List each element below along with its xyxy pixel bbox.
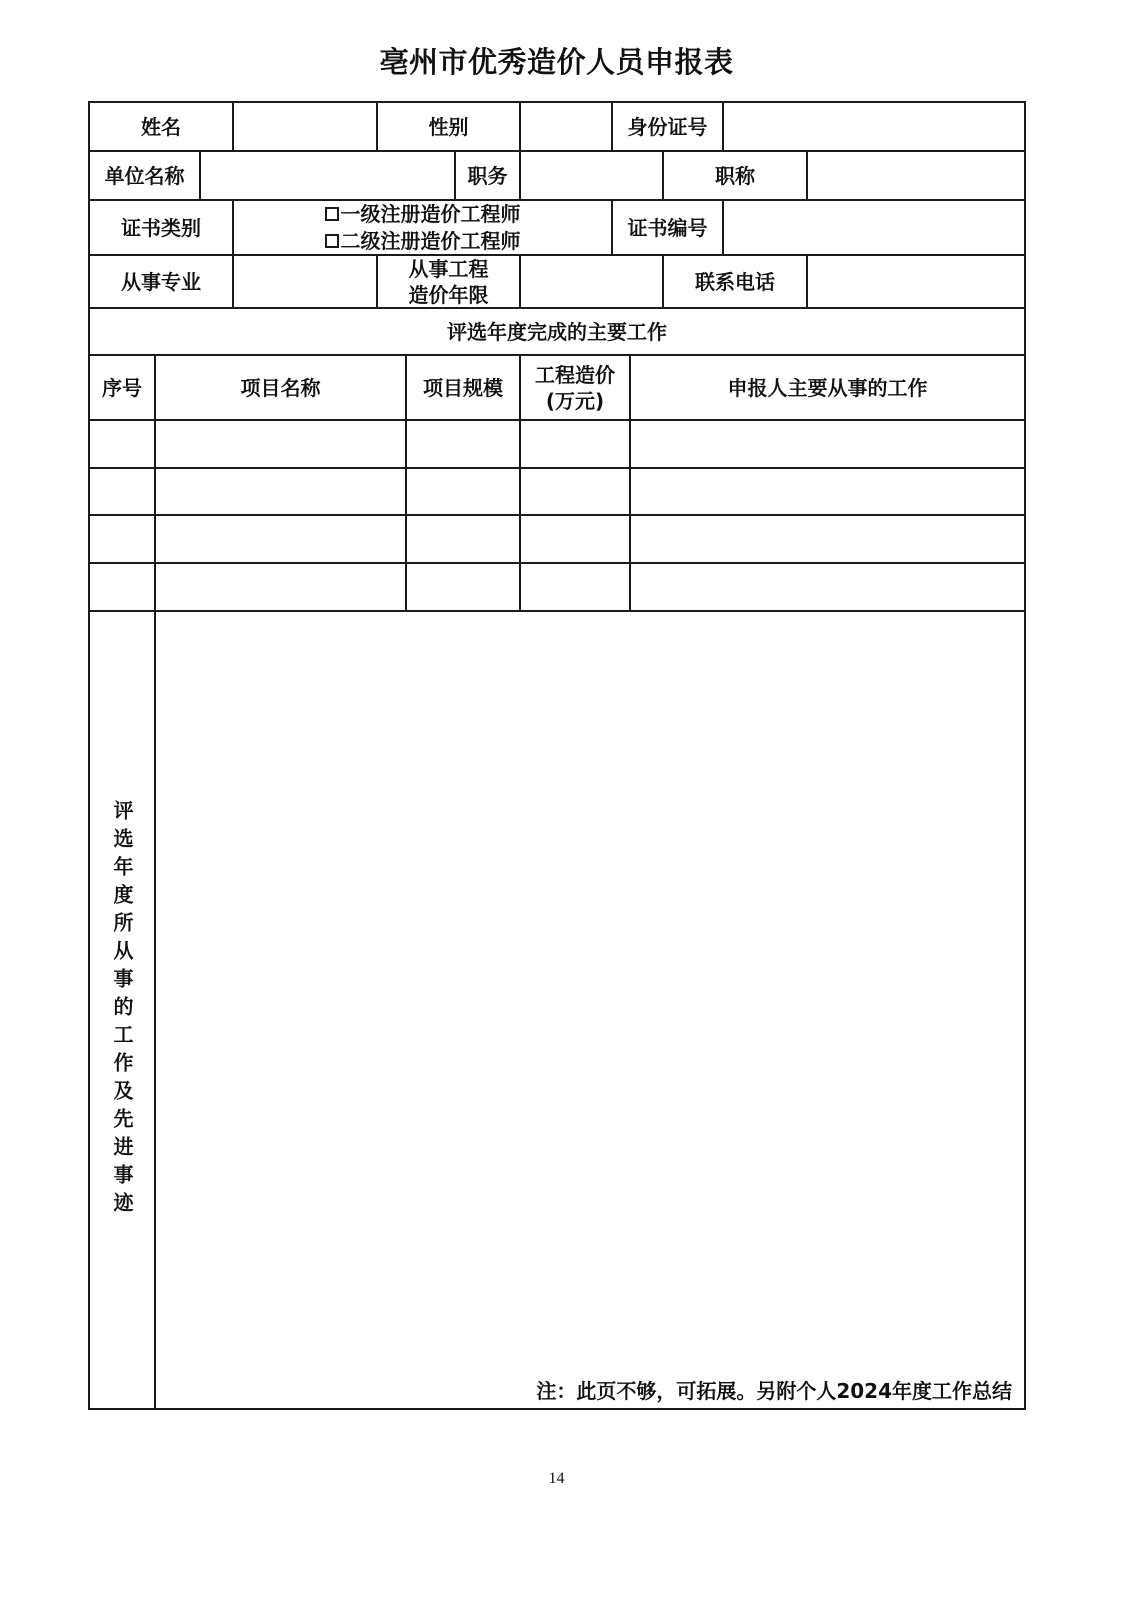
checkbox-icon[interactable]	[325, 207, 339, 221]
table-cell[interactable]	[88, 419, 156, 469]
specialty-label: 从事专业	[88, 254, 234, 309]
table-cell[interactable]	[519, 419, 631, 469]
achievements-label-cell	[88, 610, 156, 1410]
cert-option-level-2[interactable]	[325, 228, 521, 255]
achievements-label: 评选年度所从事的工作及先进事迹	[110, 800, 134, 1220]
col-header-applicant-work: 申报人主要从事的工作	[629, 354, 1026, 421]
employer-field[interactable]	[199, 150, 456, 201]
section-title: 评选年度完成的主要工作	[88, 307, 1026, 356]
table-cell[interactable]	[88, 562, 156, 612]
years-label	[376, 254, 521, 309]
table-cell[interactable]	[88, 467, 156, 516]
col-header-cost-line-2: (万元)	[545, 388, 605, 413]
col-header-cost	[519, 354, 631, 421]
professional-title-field[interactable]	[806, 150, 1026, 201]
table-cell[interactable]	[154, 419, 407, 469]
table-cell[interactable]	[154, 514, 407, 564]
cert-type-label: 证书类别	[88, 199, 234, 256]
cert-option-label: 一级注册造价工程师	[340, 202, 521, 227]
professional-title-label: 职称	[662, 150, 808, 201]
cert-option-level-1[interactable]	[325, 201, 521, 228]
table-cell[interactable]	[88, 514, 156, 564]
years-label-line-2: 造价年限	[408, 282, 489, 307]
checkbox-icon[interactable]	[325, 234, 339, 248]
col-header-cost-line-1: 工程造价	[535, 362, 615, 387]
cert-option-label: 二级注册造价工程师	[340, 228, 521, 253]
phone-field[interactable]	[806, 254, 1026, 309]
table-cell[interactable]	[519, 514, 631, 564]
achievements-field[interactable]	[154, 610, 1026, 1410]
expansion-note: 注：此页不够，可拓展。另附个人2024年度工作总结	[536, 1379, 1012, 1403]
form-title: 亳州市优秀造价人员申报表	[379, 45, 734, 79]
employer-label: 单位名称	[88, 150, 201, 201]
id-number-label: 身份证号	[611, 101, 724, 152]
table-cell[interactable]	[405, 419, 521, 469]
cert-number-field[interactable]	[722, 199, 1026, 256]
table-cell[interactable]	[629, 514, 1026, 564]
table-cell[interactable]	[629, 467, 1026, 516]
years-field[interactable]	[519, 254, 664, 309]
cert-type-options	[232, 199, 613, 256]
years-label-line-1: 从事工程	[408, 256, 489, 281]
name-field[interactable]	[232, 101, 378, 152]
gender-label: 性别	[376, 101, 521, 152]
col-header-project-name: 项目名称	[154, 354, 407, 421]
table-cell[interactable]	[629, 562, 1026, 612]
table-cell[interactable]	[519, 562, 631, 612]
position-field[interactable]	[519, 150, 664, 201]
table-cell[interactable]	[154, 562, 407, 612]
table-cell[interactable]	[519, 467, 631, 516]
phone-label: 联系电话	[662, 254, 808, 309]
table-cell[interactable]	[629, 419, 1026, 469]
cert-number-label: 证书编号	[611, 199, 724, 256]
page-number: 14	[548, 1470, 565, 1487]
position-label: 职务	[454, 150, 521, 201]
table-cell[interactable]	[405, 467, 521, 516]
gender-field[interactable]	[519, 101, 613, 152]
table-cell[interactable]	[405, 562, 521, 612]
id-number-field[interactable]	[722, 101, 1026, 152]
col-header-project-scale: 项目规模	[405, 354, 521, 421]
col-header-seq: 序号	[88, 354, 156, 421]
name-label: 姓名	[88, 101, 234, 152]
specialty-field[interactable]	[232, 254, 378, 309]
table-cell[interactable]	[405, 514, 521, 564]
table-cell[interactable]	[154, 467, 407, 516]
